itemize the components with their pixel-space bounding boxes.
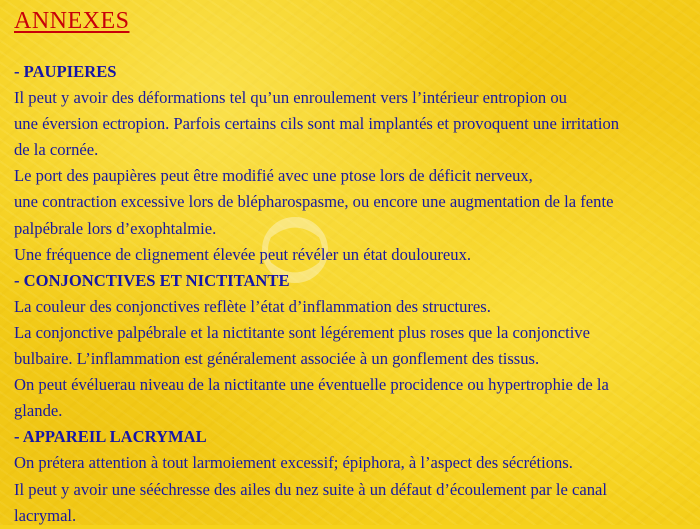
annex-text-body — [14, 59, 694, 529]
text-line: lacrymal. — [14, 505, 77, 525]
text-line: La conjonctive palpébrale et la nictitante sont légérement plus roses que la conjonctive — [14, 322, 590, 342]
text-line: une éversion ectropion. Parfois certains cils sont mal implantés et provoquent une irritation — [14, 114, 620, 134]
text-line: La couleur des conjonctives reflète l’état d’inflammation des structures. — [14, 296, 491, 316]
text-line: Il peut y avoir des déformations tel qu’un enroulement vers l’intérieur entropion ou — [14, 88, 567, 108]
section-heading: - PAUPIERES — [14, 62, 117, 81]
text-line: Une fréquence de clignement élevée peut révéler un état douloureux. — [14, 244, 472, 264]
text-line: Il peut y avoir une sééchresse des ailes du nez suite à un défaut d’écoulement par le canal — [14, 479, 607, 499]
text-line: une contraction excessive lors de blépharospasme, ou encore une augmentation de la fente — [14, 192, 614, 212]
section-heading: - APPAREIL LACRYMAL — [14, 427, 207, 447]
text-line: glande. — [14, 401, 63, 421]
text-line: Le port des paupières peut être modifié avec une ptose lors de déficit nerveux, — [14, 166, 533, 186]
slide-title: ANNEXES — [14, 8, 130, 34]
text-line: On peut évéluerau niveau de la nictitante une éventuelle procidence ou hypertrophie de la — [14, 375, 609, 395]
text-line: de la cornée. — [14, 140, 99, 160]
text-line: bulbaire. L’inflammation est généralement associée à un gonflement des tissus. — [14, 349, 540, 369]
text-line: palpébrale lors d’exophtalmie. — [14, 218, 217, 238]
section-heading: - CONJONCTIVES ET NICTITANTE — [14, 270, 290, 290]
text-line: On prétera attention à tout larmoiement excessif; épiphora, à l’aspect des sécrétions. — [14, 453, 573, 473]
